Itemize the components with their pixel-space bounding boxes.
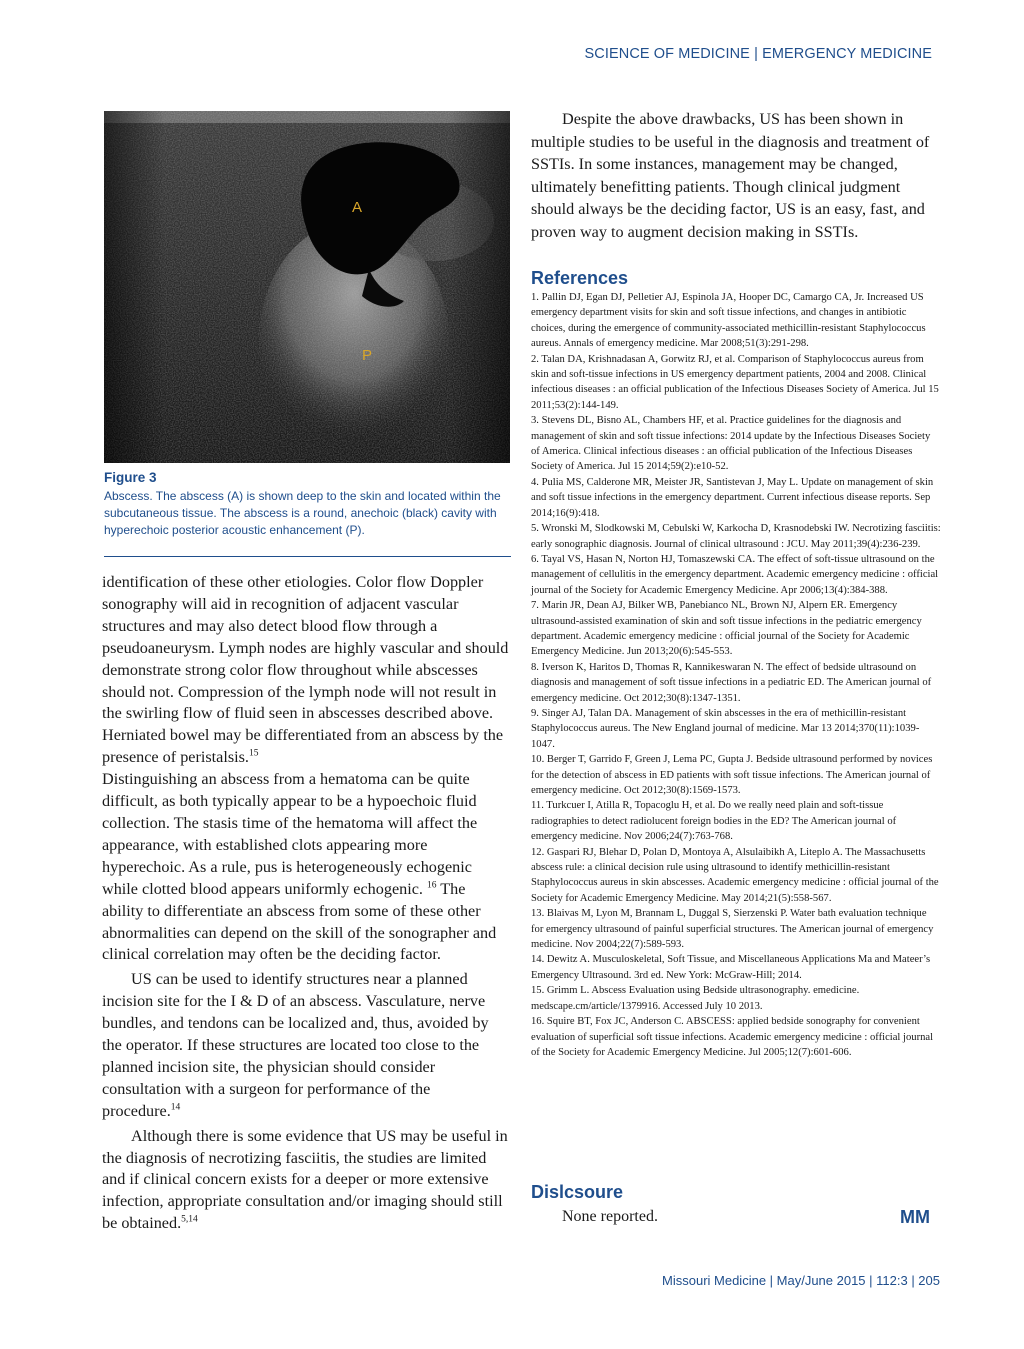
paragraph-text: Although there is some evidence that US may be useful in the diagnosis of necrotizing fasciitis, the studies are limited and if clinical concern exists for a deeper or more extensive infection, appropriate consultation and/or imaging should still be obtained. [102,1126,508,1233]
paragraph [102,1126,510,1236]
paragraph-text: US can be used to identify structures near a planned incision site for the I & D of an abscess. Vasculature, nerve bundles, and tendons can be localized and, thus, avoided by the operator. If these structures are located too close to the planned incision site, the physician should consider consultation with a surgeon for performance of the procedure. [102,970,489,1120]
reference-item: 13. Blaivas M, Lyon M, Brannam L, Duggal S, Sierzenski P. Water bath evaluation technique for emergency ultrasound of painful superficial structures. The American journal of emergency medicine. Nov 2004;22(7):589-593. [531,908,934,951]
reference-item: 10. Berger T, Garrido F, Green J, Lema PC, Gupta J. Bedside ultrasound performed by novices for the detection of abscess in ED patients with soft tissue infections. The American journal of emergency medicine. Oct 2012;30(8):1569-1573. [531,754,933,796]
intro-paragraph: Despite the above drawbacks, US has been shown in multiple studies to be useful in the diagnosis and treatment of SSTIs. In some instances, management may be changed, ultimately benefitting patients. Though clinical judgment should always be the deciding factor, US is an easy, fast, and proven way to augment decision making in SSTIs. [531,110,930,241]
reference-item: 14. Dewitz A. Musculoskeletal, Soft Tissue, and Miscellaneous Applications Ma and Mateer’s Emergency Ultrasound. 3rd ed. New York: McGraw-Hill; 2014. [531,954,931,981]
figure-caption: Abscess. The abscess (A) is shown deep to the skin and located within the subcutaneous tissue. The abscess is a round, anechoic (black) cavity with hyperechoic posterior acoustic enhancement (P). [104,489,501,537]
disclosure-text: None reported. [562,1208,658,1225]
disclosure-heading: Dislcsoure [531,1182,624,1202]
figure-caption-block [104,470,510,539]
reference-item: 3. Stevens DL, Bisno AL, Chambers HF, et al. Practice guidelines for the diagnosis and management of skin and soft tissue infections: 2014 update by the Infectious Diseases Society of America. Clinical infectious diseases : an official publication of the Infectious Diseases Society of America. Jul 15 2014;59(2):e10-52. [531,415,931,473]
citation: 5,14 [181,1214,198,1225]
reference-item: 16. Squire BT, Fox JC, Anderson C. ABSCESS: applied bedside sonography for convenient evaluation of superficial soft tissue infections. Academic emergency medicine : official journal of the Society for Academic Emergency Medicine. Jul 2005;12(7):601-606. [531,1016,934,1058]
reference-item: 4. Pulia MS, Calderone MR, Meister JR, Santistevan J, May L. Update on management of skin and soft tissue infections in the emergency department. Current infectious disease reports. Sep 2014;16(9):418. [531,476,934,519]
reference-item: 8. Iverson K, Haritos D, Thomas R, Kannikeswaran N. The effect of bedside ultrasound on diagnosis and management of soft tissue infections in a pediatric ED. The American journal of emergency medicine. Oct 2012;30(8):1347-1351. [531,661,932,704]
journal-logo: MM [900,1207,930,1227]
running-footer: Missouri Medicine | May/June 2015 | 112:3 | 205 [662,1273,940,1288]
figure-divider [104,556,511,557]
references-heading: References [531,268,629,288]
citation: 15 [248,748,259,759]
paragraph-text: identification of these other etiologies. Color flow Doppler sonography will aid in recognition of adjacent vascular structures and may also detect blood flow through a pseudoaneurysm. Lymph nodes are highly vascular and should demonstrate strong color flow throughout while abscesses should not. Compression of the lymph node will not result in the swirling flow of fluid seen in abscesses described above. Herniated bowel may be differentiated from an abscess by the presence of peristalsis. [102,573,509,767]
ultrasound-graphic [104,111,510,463]
figure-label-p: P [362,347,373,364]
reference-item: 2. Talan DA, Krishnadasan A, Gorwitz RJ, et al. Comparison of Staphylococcus aureus from skin and soft-tissue infections in US emergency department patients, 2004 and 2008. Clinical infectious diseases : an official publication of the Infectious Diseases Society of America. Jul 15 2011;53(2):144-149. [531,353,939,411]
reference-item: 6. Tayal VS, Hasan N, Norton HJ, Tomaszewski CA. The effect of soft-tissue ultrasound on the management of cellulitis in the emergency department. Academic emergency medicine : official journal of the Society for Academic Emergency Medicine. Apr 2006;13(4):384-388. [531,553,939,596]
reference-item: 1. Pallin DJ, Egan DJ, Pelletier AJ, Espinola JA, Hooper DC, Camargo CA, Jr. Increased US emergency department visits for skin and soft tissue infections, and changes in antibiotic choices, during the emergence of community-associated methicillin-resistant Staphylococcus aureus. Annals of emergency medicine. Mar 2008;51(3):291-298. [531,292,926,350]
paragraph [102,969,510,1122]
reference-item: 9. Singer AJ, Talan DA. Management of skin abscesses in the era of methicillin-resistant Staphylococcus aureus. The New England journal of medicine. Mar 13 2014;370(11):1039-1047. [531,707,920,750]
citation: 16 [427,880,437,891]
reference-item: 15. Grimm L. Abscess Evaluation using Bedside ultrasonography. emedicine. medscape.cm/article/1379916. Accessed July 10 2013. [531,985,860,1012]
paragraph-text: The ability to differentiate an abscess from some of these other abnormalities can depend on the skill of the sonographer and clinical correlation may often be the deciding factor. [102,879,497,964]
reference-item: 12. Gaspari RJ, Blehar D, Polan D, Montoya A, Alsulaibikh A, Liteplo A. The Massachusetts abscess rule: a clinical decision rule using ultrasound to identify methicillin-resistant Staphylococcus aureus in skin abscesses. Academic emergency medicine : official journal of the Society for Academic Emergency Medicine. May 2014;21(5):558-567. [531,846,939,904]
reference-item: 7. Marin JR, Dean AJ, Bilker WB, Panebianco NL, Brown NJ, Alpern ER. Emergency ultrasound-assisted examination of skin and soft tissue infections in the pediatric emergency department. Academic emergency medicine : official journal of the Society for Academic Emergency Medicine. Jun 2013;20(6):545-553. [531,600,922,658]
reference-item: 11. Turkcuer I, Atilla R, Topacoglu H, et al. Do we really need plain and soft-tissue radiographies to detect radiolucent foreign bodies in the ED? The American journal of emergency medicine. Nov 2006;24(7):763-768. [531,800,897,843]
paragraph-text: Distinguishing an abscess from a hematoma can be quite difficult, as both typically appear to be a hypoechoic fluid collection. The stasis time of the hematoma will affect the appearance, with established clots appearing more hyperechoic. As a rule, pus is heterogeneously echogenic while clotted blood appears uniformly echogenic. [102,770,478,898]
ultrasound-image [104,111,510,463]
figure-title: Figure 3 [104,470,157,485]
references-list [531,290,941,1060]
left-column [102,572,510,1235]
running-header: SCIENCE OF MEDICINE | EMERGENCY MEDICINE [584,46,932,62]
reference-item: 5. Wronski M, Slodkowski M, Cebulski W, Karkocha D, Krasnodebski IW. Necrotizing fasciitis: early sonographic diagnosis. Journal of clinical ultrasound : JCU. May 2011;39(4):236-239. [531,523,941,550]
figure-label-a: A [352,199,363,216]
right-column-intro [531,108,941,243]
paragraph [102,769,510,966]
paragraph [102,572,510,769]
citation: 14 [170,1102,181,1113]
